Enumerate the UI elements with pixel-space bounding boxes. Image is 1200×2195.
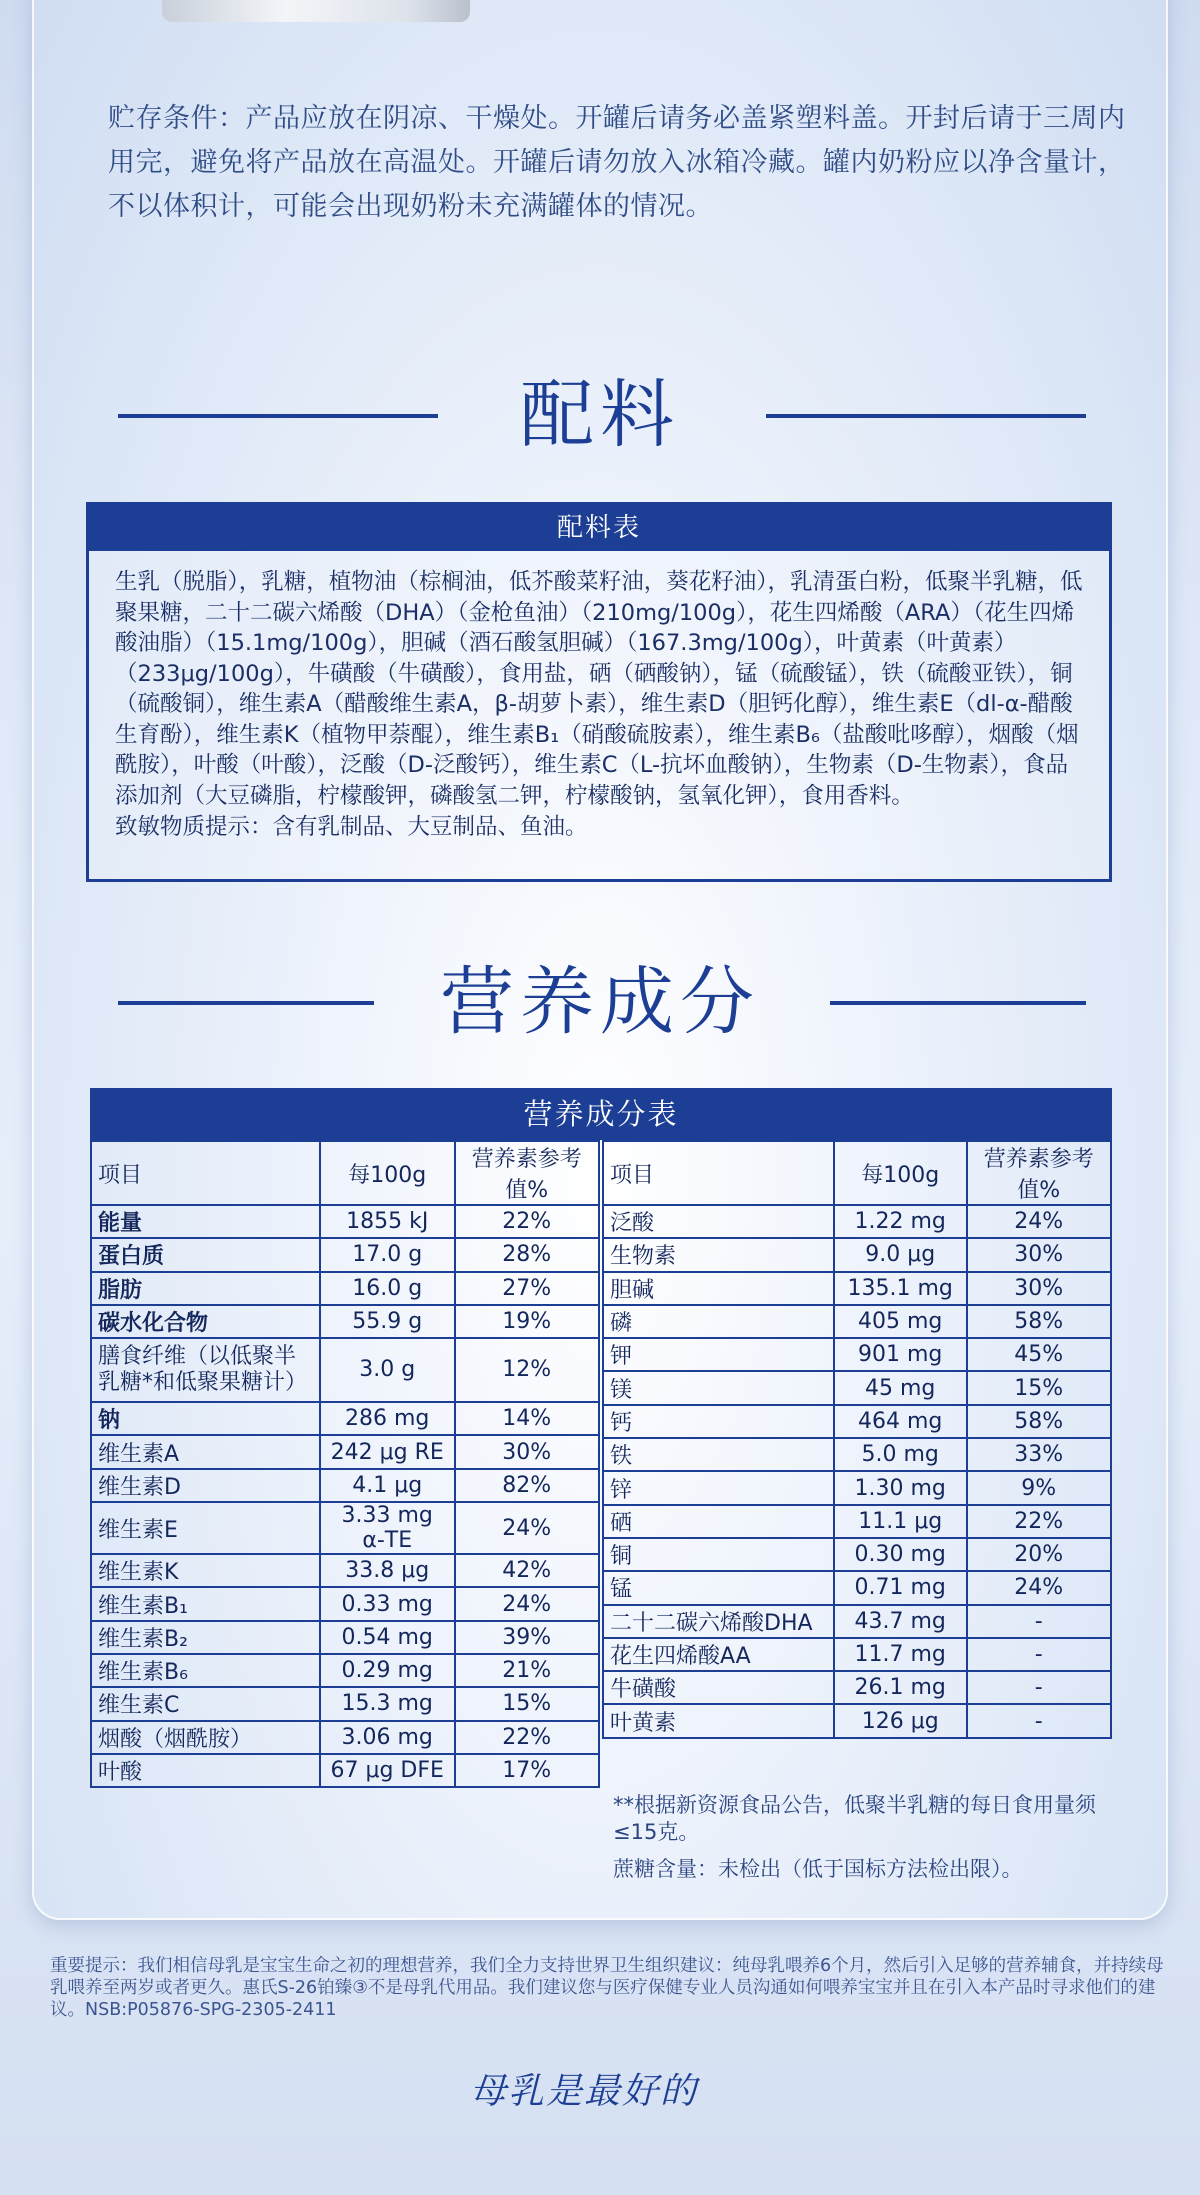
nutrient-row: [603, 1671, 1111, 1704]
allergen-notice: 致敏物质提示：含有乳制品、大豆制品、鱼油。: [115, 814, 588, 840]
nutrient-name: 维生素A: [91, 1435, 320, 1468]
nutrient-amount: 67 μg DFE: [320, 1754, 455, 1787]
nutrient-nrv: 17%: [455, 1754, 600, 1787]
nutrition-table-title: 营养成分表: [90, 1088, 1112, 1140]
ingredients-title: 配料: [520, 372, 680, 458]
header-item: 项目: [91, 1141, 320, 1205]
nutrient-row: [603, 1305, 1111, 1338]
nutrient-name: 维生素B₂: [91, 1621, 320, 1654]
ingredients-heading: [0, 360, 1200, 470]
nutrient-row: [91, 1587, 599, 1620]
nutrient-amount: 1.22 mg: [834, 1205, 967, 1238]
ingredients-list: 生乳（脱脂），乳糖，植物油（棕榈油，低芥酸菜籽油，葵花籽油），乳清蛋白粉，低聚半乳糖，低聚果糖，二十二碳六烯酸（DHA）（金枪鱼油）（210mg/100g），花生四烯酸（ARA）（花生四烯酸油脂）（15.1mg/100g），胆碱（酒石酸氢胆碱）（167.3mg/100g），叶黄素（叶黄素）（233μg/100g），牛磺酸（牛磺酸），食用盐，硒（硒酸钠），锰（硫酸锰），铁（硫酸亚铁），铜（硫酸铜），维生素A（醋酸维生素A，β-胡萝卜素），维生素D（胆钙化醇），维生素E（dl-α-醋酸生育酚），维生素K（植物甲萘醌），维生素B₁（硝酸硫胺素），维生素B₆（盐酸吡哆醇），烟酸（烟酰胺），叶酸（叶酸），泛酸（D-泛酸钙），维生素C（L-抗坏血酸钠），生物素（D-生物素），食品添加剂（大豆磷脂，柠檬酸钾，磷酸氢二钾，柠檬酸钠，氢氧化钾），食用香料。: [115, 569, 1083, 809]
nutrient-nrv: 33%: [967, 1438, 1111, 1471]
nutrient-nrv: 30%: [967, 1272, 1111, 1305]
nutrient-name: 钙: [603, 1405, 834, 1438]
nutrient-row: [603, 1238, 1111, 1271]
nutrient-row: [603, 1205, 1111, 1238]
nutrient-row: [91, 1687, 599, 1720]
nutrient-nrv: 42%: [455, 1554, 600, 1587]
nutrient-nrv: 22%: [455, 1721, 600, 1754]
nutrient-amount: 135.1 mg: [834, 1272, 967, 1305]
nutrient-nrv: 24%: [455, 1502, 600, 1554]
nutrient-row: [91, 1654, 599, 1687]
nutrient-nrv: 15%: [967, 1371, 1111, 1404]
nutrient-amount: 405 mg: [834, 1305, 967, 1338]
nutrient-nrv: -: [967, 1704, 1111, 1737]
nutrient-name: 维生素E: [91, 1502, 320, 1554]
nutrient-row: [603, 1405, 1111, 1438]
nutrient-row: [603, 1605, 1111, 1638]
nutrient-row: [91, 1435, 599, 1468]
nutrient-nrv: 28%: [455, 1238, 600, 1271]
nutrient-amount: 11.1 μg: [834, 1505, 967, 1538]
nutrient-name: 膳食纤维（以低聚半乳糖*和低聚果糖计）: [91, 1338, 320, 1402]
nutrient-name: 烟酸（烟酰胺）: [91, 1721, 320, 1754]
nutrient-name: 牛磺酸: [603, 1671, 834, 1704]
nutrient-name: 能量: [91, 1205, 320, 1238]
nutrient-nrv: 12%: [455, 1338, 600, 1402]
nutrient-row: [91, 1754, 599, 1787]
nutrient-name: 胆碱: [603, 1272, 834, 1305]
nutrient-amount: 286 mg: [320, 1402, 455, 1435]
nutrient-name: 维生素B₆: [91, 1654, 320, 1687]
nutrient-row: [603, 1471, 1111, 1504]
nutrient-name: 碳水化合物: [91, 1305, 320, 1338]
nutrient-name: 维生素D: [91, 1469, 320, 1502]
nutrient-amount: 5.0 mg: [834, 1438, 967, 1471]
nutrient-name: 脂肪: [91, 1272, 320, 1305]
nutrient-row: [91, 1238, 599, 1271]
nutrient-amount: 43.7 mg: [834, 1605, 967, 1638]
nutrient-name: 钠: [91, 1402, 320, 1435]
nutrient-name: 铜: [603, 1538, 834, 1571]
header-nrv: 营养素参考值%: [967, 1141, 1111, 1205]
nutrient-name: 叶黄素: [603, 1704, 834, 1737]
nutrient-name: 泛酸: [603, 1205, 834, 1238]
nutrient-row: [91, 1205, 599, 1238]
storage-conditions: 贮存条件：产品应放在阴凉、干燥处。开罐后请务必盖紧塑料盖。开封后请于三周内用完，避免将产品放在高温处。开罐后请勿放入冰箱冷藏。罐内奶粉应以净含量计，不以体积计，可能会出现奶粉未充满罐体的情况。: [108, 103, 1126, 222]
nutrient-row: [91, 1621, 599, 1654]
nutrient-name: 铁: [603, 1438, 834, 1471]
nutrient-row: [603, 1638, 1111, 1671]
nutrient-nrv: 9%: [967, 1471, 1111, 1504]
header-per100g: 每100g: [320, 1141, 455, 1205]
nutrient-nrv: -: [967, 1671, 1111, 1704]
nutrient-nrv: 58%: [967, 1405, 1111, 1438]
nutrition-notes: [613, 1792, 1123, 1883]
nutrient-amount: 4.1 μg: [320, 1469, 455, 1502]
nutrient-row: [91, 1502, 599, 1554]
nutrient-nrv: 24%: [967, 1571, 1111, 1604]
nutrient-nrv: 24%: [967, 1205, 1111, 1238]
nutrient-name: 维生素B₁: [91, 1587, 320, 1620]
nutrient-row: [603, 1338, 1111, 1371]
ingredients-table-title: 配料表: [89, 505, 1109, 551]
nutrient-nrv: 30%: [455, 1435, 600, 1468]
nutrient-row: [91, 1272, 599, 1305]
nutrient-amount: 45 mg: [834, 1371, 967, 1404]
nutrient-row: [603, 1505, 1111, 1538]
nutrient-name: 锌: [603, 1471, 834, 1504]
nutrient-row: [91, 1554, 599, 1587]
nutrient-amount: 0.29 mg: [320, 1654, 455, 1687]
sucrose-note: 蔗糖含量：未检出（低于国标方法检出限）。: [613, 1857, 1023, 1881]
nutrient-amount: 26.1 mg: [834, 1671, 967, 1704]
nutrient-nrv: -: [967, 1605, 1111, 1638]
nutrient-nrv: 14%: [455, 1402, 600, 1435]
header-per100g: 每100g: [834, 1141, 967, 1205]
nutrient-row: [603, 1371, 1111, 1404]
nutrient-amount: 17.0 g: [320, 1238, 455, 1271]
nutrient-amount: 126 μg: [834, 1704, 967, 1737]
nutrient-name: 维生素C: [91, 1687, 320, 1720]
nutrition-table-left: [90, 1140, 600, 1788]
nutrient-amount: 3.06 mg: [320, 1721, 455, 1754]
nutrient-name: 生物素: [603, 1238, 834, 1271]
nutrient-nrv: 22%: [967, 1505, 1111, 1538]
nutrient-name: 叶酸: [91, 1754, 320, 1787]
nutrient-nrv: 22%: [455, 1205, 600, 1238]
nutrient-nrv: 20%: [967, 1538, 1111, 1571]
nutrient-nrv: 58%: [967, 1305, 1111, 1338]
nutrition-heading: [0, 947, 1200, 1057]
nutrient-nrv: 82%: [455, 1469, 600, 1502]
nutrient-row: [603, 1438, 1111, 1471]
nutrient-nrv: -: [967, 1638, 1111, 1671]
nutrient-row: [91, 1338, 599, 1402]
nutrient-row: [603, 1538, 1111, 1571]
heading-line-right: [830, 1001, 1086, 1005]
nutrient-amount: 9.0 μg: [834, 1238, 967, 1271]
nutrient-name: 镁: [603, 1371, 834, 1404]
nutrient-nrv: 21%: [455, 1654, 600, 1687]
nutrient-nrv: 19%: [455, 1305, 600, 1338]
nutrient-amount: 33.8 μg: [320, 1554, 455, 1587]
nutrient-nrv: 39%: [455, 1621, 600, 1654]
nutrient-name: 维生素K: [91, 1554, 320, 1587]
nutrient-nrv: 30%: [967, 1238, 1111, 1271]
nutrient-amount: 0.54 mg: [320, 1621, 455, 1654]
header-item: 项目: [603, 1141, 834, 1205]
ingredients-table: [86, 502, 1112, 882]
nutrition-title: 营养成分: [440, 959, 760, 1045]
nutrient-name: 硒: [603, 1505, 834, 1538]
nutrient-name: 花生四烯酸AA: [603, 1638, 834, 1671]
nutrient-nrv: 15%: [455, 1687, 600, 1720]
nutrient-row: [91, 1305, 599, 1338]
nutrient-amount: 242 μg RE: [320, 1435, 455, 1468]
nutrient-amount: 11.7 mg: [834, 1638, 967, 1671]
nutrient-nrv: 27%: [455, 1272, 600, 1305]
oligosaccharide-note: **根据新资源食品公告，低聚半乳糖的每日食用量须≤15克。: [613, 1793, 1096, 1844]
nutrient-row: [91, 1469, 599, 1502]
nutrient-row: [603, 1704, 1111, 1737]
nutrient-amount: 3.33 mg α-TE: [320, 1502, 455, 1554]
nutrient-amount: 0.30 mg: [834, 1538, 967, 1571]
nutrient-row: [603, 1571, 1111, 1604]
nutrient-amount: 464 mg: [834, 1405, 967, 1438]
nutrient-amount: 901 mg: [834, 1338, 967, 1371]
nutrient-amount: 1.30 mg: [834, 1471, 967, 1504]
heading-line-right: [766, 414, 1086, 418]
nutrient-row: [91, 1721, 599, 1754]
nutrient-nrv: 45%: [967, 1338, 1111, 1371]
nutrient-name: 蛋白质: [91, 1238, 320, 1271]
nutrient-nrv: 24%: [455, 1587, 600, 1620]
header-nrv: 营养素参考值%: [455, 1141, 600, 1205]
nutrition-table: [90, 1088, 1112, 1785]
nutrient-amount: 1855 kJ: [320, 1205, 455, 1238]
nutrient-amount: 0.71 mg: [834, 1571, 967, 1604]
nutrient-amount: 55.9 g: [320, 1305, 455, 1338]
nutrition-table-right: [602, 1140, 1112, 1739]
nutrient-row: [91, 1402, 599, 1435]
nutrient-row: [603, 1272, 1111, 1305]
nutrient-name: 锰: [603, 1571, 834, 1604]
important-notice: 重要提示：我们相信母乳是宝宝生命之初的理想营养，我们全力支持世界卫生组织建议：纯母乳喂养6个月，然后引入足够的营养辅食，并持续母乳喂养至两岁或者更久。惠氏S-26铂臻③不是母乳代用品。我们建议您与医疗保健专业人员沟通如何喂养宝宝并且在引入本产品时寻求他们的建议。NSB:P05876-SPG-2305-2411: [50, 1956, 1164, 2020]
nutrient-amount: 0.33 mg: [320, 1587, 455, 1620]
nutrient-name: 钾: [603, 1338, 834, 1371]
nutrient-amount: 16.0 g: [320, 1272, 455, 1305]
nutrient-name: 二十二碳六烯酸DHA: [603, 1605, 834, 1638]
nutrient-amount: 3.0 g: [320, 1338, 455, 1402]
nutrient-name: 磷: [603, 1305, 834, 1338]
product-can-bottom: [162, 0, 470, 22]
nutrient-amount: 15.3 mg: [320, 1687, 455, 1720]
slogan-signature: 母乳是最好的: [470, 2071, 699, 2112]
